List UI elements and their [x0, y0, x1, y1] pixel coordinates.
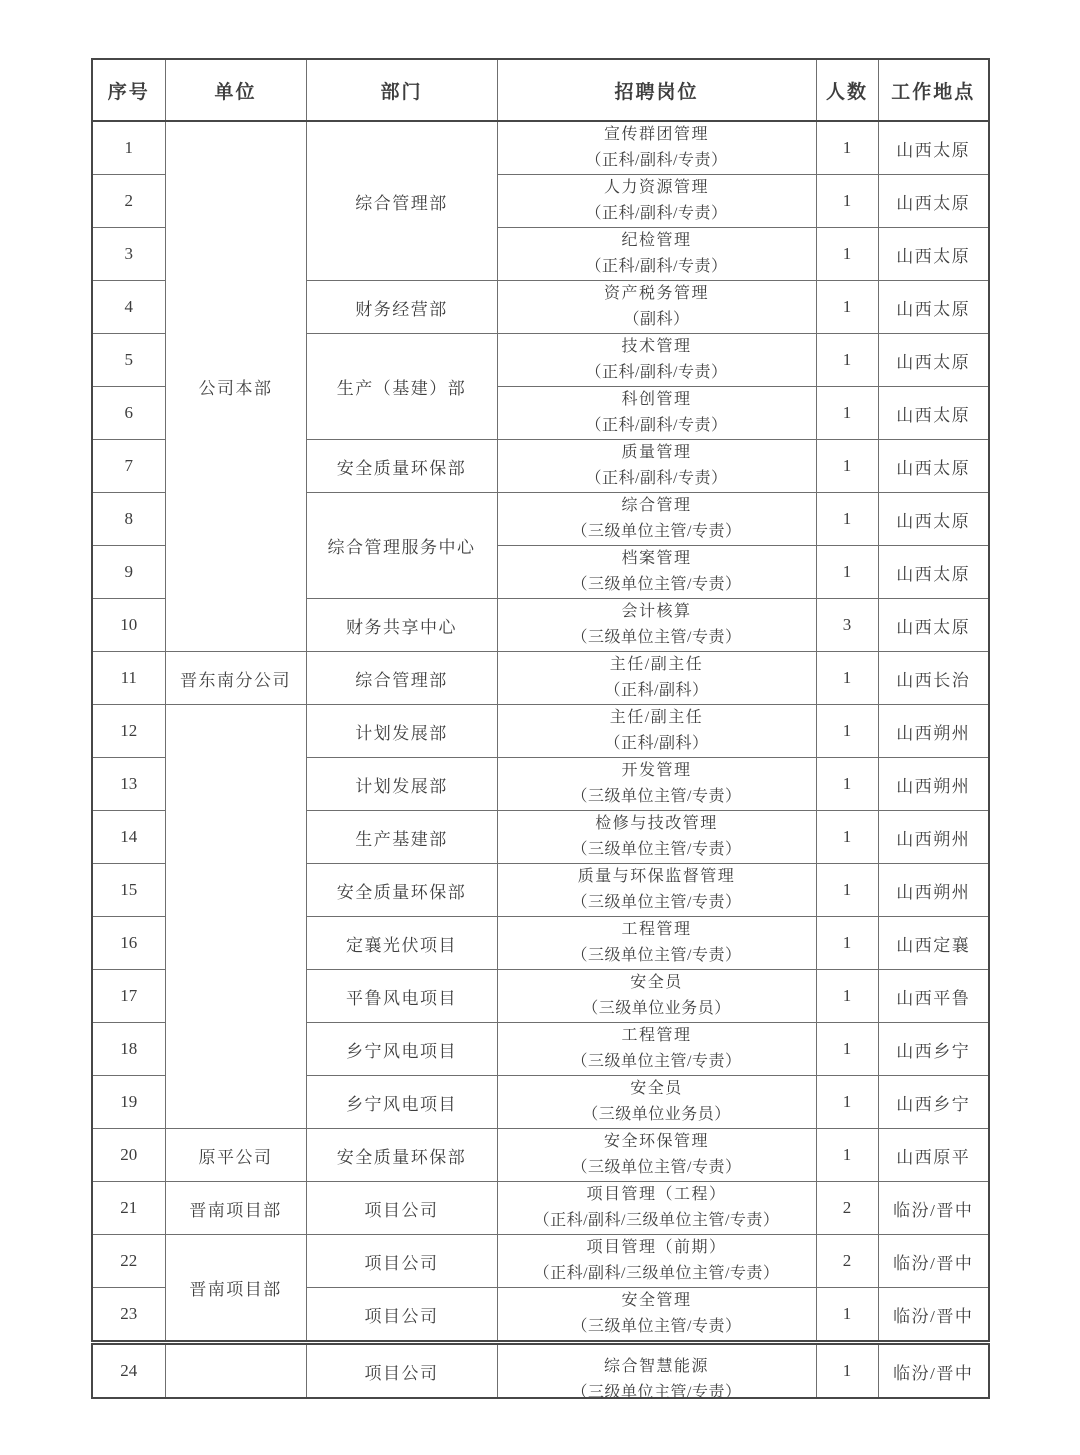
position-grade-note: （三级单位主管/专责） — [571, 629, 742, 646]
cell-department: 乡宁风电项目 — [306, 1023, 497, 1076]
cell-headcount: 1 — [816, 1076, 878, 1129]
position-text — [498, 652, 816, 704]
position-grade-note: （正科/副科/专责） — [585, 205, 728, 222]
cell-headcount: 1 — [816, 1344, 878, 1398]
table-row — [92, 1129, 989, 1182]
cell-headcount: 1 — [816, 334, 878, 387]
position-grade-note: （三级单位主管/专责） — [571, 523, 742, 540]
position-title: 纪检管理 — [621, 232, 692, 249]
position-title: 宣传群团管理 — [603, 126, 709, 143]
cell-serial-number: 6 — [92, 387, 165, 440]
cell-position — [497, 599, 816, 652]
cell-unit: 晋南项目部 — [165, 1235, 306, 1342]
position-text — [498, 281, 816, 333]
cell-headcount: 1 — [816, 387, 878, 440]
position-grade-note: （三级单位主管/专责） — [571, 1159, 742, 1176]
cell-position — [497, 1235, 816, 1288]
position-grade-note: （副科） — [623, 311, 690, 328]
recruitment-table-continued — [91, 1343, 990, 1399]
cell-work-location: 山西太原 — [878, 228, 989, 281]
position-text — [498, 599, 816, 651]
position-text — [498, 811, 816, 863]
cell-serial-number: 17 — [92, 970, 165, 1023]
cell-headcount: 2 — [816, 1235, 878, 1288]
cell-serial-number: 10 — [92, 599, 165, 652]
header-unit: 单位 — [165, 59, 306, 121]
cell-department: 安全质量环保部 — [306, 440, 497, 493]
cell-headcount: 1 — [816, 917, 878, 970]
cell-serial-number: 16 — [92, 917, 165, 970]
position-grade-note: （三级单位主管/专责） — [571, 1318, 742, 1335]
position-title: 综合智慧能源 — [603, 1358, 709, 1375]
cell-position — [497, 1182, 816, 1235]
cell-department: 乡宁风电项目 — [306, 1076, 497, 1129]
cell-serial-number: 5 — [92, 334, 165, 387]
cell-position — [497, 228, 816, 281]
position-text — [498, 917, 816, 969]
position-grade-note: （三级单位主管/专责） — [571, 947, 742, 964]
cell-work-location: 山西原平 — [878, 1129, 989, 1182]
position-grade-note: （三级单位业务员） — [582, 1106, 731, 1123]
cell-work-location: 山西太原 — [878, 440, 989, 493]
cell-work-location: 临汾/晋中 — [878, 1344, 989, 1398]
cell-work-location: 山西太原 — [878, 546, 989, 599]
cell-work-location: 临汾/晋中 — [878, 1288, 989, 1342]
cell-department: 综合管理服务中心 — [306, 493, 497, 599]
cell-department: 综合管理部 — [306, 652, 497, 705]
position-title: 安全员 — [630, 1080, 683, 1097]
cell-position — [497, 1023, 816, 1076]
position-text — [498, 1182, 816, 1234]
cell-work-location: 山西太原 — [878, 334, 989, 387]
cell-position — [497, 440, 816, 493]
position-grade-note: （三级单位主管/专责） — [571, 894, 742, 911]
cell-headcount: 1 — [816, 811, 878, 864]
cell-headcount: 1 — [816, 1129, 878, 1182]
cell-position — [497, 1076, 816, 1129]
header-department: 部门 — [306, 59, 497, 121]
cell-work-location: 山西朔州 — [878, 758, 989, 811]
cell-work-location: 山西太原 — [878, 493, 989, 546]
cell-serial-number: 20 — [92, 1129, 165, 1182]
position-title: 技术管理 — [621, 338, 692, 355]
cell-position — [497, 970, 816, 1023]
cell-work-location: 山西朔州 — [878, 864, 989, 917]
cell-department: 财务共享中心 — [306, 599, 497, 652]
cell-unit — [165, 705, 306, 1129]
position-text — [498, 1023, 816, 1075]
cell-headcount: 1 — [816, 970, 878, 1023]
table-row — [92, 121, 989, 175]
position-title: 项目管理（工程） — [586, 1186, 727, 1203]
cell-department: 定襄光伏项目 — [306, 917, 497, 970]
cell-department: 财务经营部 — [306, 281, 497, 334]
cell-headcount: 1 — [816, 175, 878, 228]
cell-serial-number: 21 — [92, 1182, 165, 1235]
position-text — [498, 970, 816, 1022]
cell-unit: 晋东南分公司 — [165, 652, 306, 705]
position-grade-note: （正科/副科） — [604, 682, 709, 699]
cell-position — [497, 811, 816, 864]
cell-position — [497, 652, 816, 705]
position-text — [498, 334, 816, 386]
table-row — [92, 1182, 989, 1235]
header-headcount: 人数 — [816, 59, 878, 121]
position-grade-note: （正科/副科/专责） — [585, 258, 728, 275]
cell-department: 安全质量环保部 — [306, 864, 497, 917]
position-text — [498, 228, 816, 280]
cell-department: 项目公司 — [306, 1235, 497, 1288]
cell-department: 计划发展部 — [306, 705, 497, 758]
position-grade-note: （正科/副科/专责） — [585, 417, 728, 434]
cell-serial-number: 24 — [92, 1344, 165, 1398]
cell-headcount: 1 — [816, 1288, 878, 1342]
position-text — [498, 1288, 816, 1340]
position-title: 人力资源管理 — [603, 179, 709, 196]
position-title: 项目管理（前期） — [586, 1239, 727, 1256]
cell-department: 生产（基建）部 — [306, 334, 497, 440]
cell-position — [497, 864, 816, 917]
position-title: 工程管理 — [621, 921, 692, 938]
cell-serial-number: 18 — [92, 1023, 165, 1076]
position-grade-note: （三级单位主管/专责） — [571, 1384, 742, 1401]
cell-department: 安全质量环保部 — [306, 1129, 497, 1182]
position-title: 质量管理 — [621, 444, 692, 461]
cell-work-location: 山西长治 — [878, 652, 989, 705]
cell-headcount: 1 — [816, 440, 878, 493]
cell-position — [497, 1344, 816, 1401]
cell-work-location: 山西太原 — [878, 387, 989, 440]
position-text — [498, 705, 816, 757]
cell-work-location: 山西定襄 — [878, 917, 989, 970]
cell-serial-number: 7 — [92, 440, 165, 493]
position-text — [498, 758, 816, 810]
cell-unit: 原平公司 — [165, 1129, 306, 1182]
cell-work-location: 山西朔州 — [878, 811, 989, 864]
position-title: 档案管理 — [621, 550, 692, 567]
cell-department: 平鲁风电项目 — [306, 970, 497, 1023]
cell-department: 项目公司 — [306, 1288, 497, 1342]
position-grade-note: （三级单位主管/专责） — [571, 788, 742, 805]
cell-work-location: 山西太原 — [878, 121, 989, 175]
position-grade-note: （正科/副科/专责） — [585, 470, 728, 487]
cell-headcount: 3 — [816, 599, 878, 652]
cell-department: 计划发展部 — [306, 758, 497, 811]
table-row — [92, 652, 989, 705]
cell-department: 生产基建部 — [306, 811, 497, 864]
cell-position — [497, 758, 816, 811]
position-text — [498, 1235, 816, 1287]
position-title: 开发管理 — [621, 762, 692, 779]
position-title: 检修与技改管理 — [595, 815, 718, 832]
position-grade-note: （正科/副科/专责） — [585, 364, 728, 381]
cell-work-location: 山西太原 — [878, 281, 989, 334]
cell-position — [497, 1288, 816, 1342]
position-title: 主任/副主任 — [609, 709, 704, 726]
position-grade-note: （三级单位业务员） — [582, 1000, 731, 1017]
cell-work-location: 山西平鲁 — [878, 970, 989, 1023]
position-title: 资产税务管理 — [603, 285, 709, 302]
position-text — [498, 387, 816, 439]
cell-headcount: 1 — [816, 1023, 878, 1076]
cell-serial-number: 2 — [92, 175, 165, 228]
cell-position — [497, 546, 816, 599]
cell-work-location: 临汾/晋中 — [878, 1235, 989, 1288]
cell-work-location: 山西乡宁 — [878, 1076, 989, 1129]
cell-unit: 晋南项目部 — [165, 1182, 306, 1235]
cell-position — [497, 121, 816, 175]
cell-position — [497, 705, 816, 758]
position-text — [498, 546, 816, 598]
cell-position — [497, 917, 816, 970]
cell-serial-number: 22 — [92, 1235, 165, 1288]
cell-serial-number: 11 — [92, 652, 165, 705]
position-grade-note: （三级单位主管/专责） — [571, 1053, 742, 1070]
cell-headcount: 2 — [816, 1182, 878, 1235]
position-title: 安全员 — [630, 974, 683, 991]
position-title: 工程管理 — [621, 1027, 692, 1044]
position-text — [498, 440, 816, 492]
cell-serial-number: 13 — [92, 758, 165, 811]
cell-serial-number: 8 — [92, 493, 165, 546]
position-title: 安全环保管理 — [603, 1133, 709, 1150]
cell-serial-number: 15 — [92, 864, 165, 917]
cell-headcount: 1 — [816, 864, 878, 917]
cell-headcount: 1 — [816, 281, 878, 334]
cell-unit — [165, 1344, 306, 1398]
position-text — [498, 864, 816, 916]
header-serial-number: 序号 — [92, 59, 165, 121]
cell-work-location: 临汾/晋中 — [878, 1182, 989, 1235]
cell-work-location: 山西太原 — [878, 599, 989, 652]
table-row — [92, 1235, 989, 1288]
position-title: 科创管理 — [621, 391, 692, 408]
cell-department: 项目公司 — [306, 1182, 497, 1235]
position-grade-note: （正科/副科/三级单位主管/专责） — [533, 1212, 780, 1229]
header-work-location: 工作地点 — [878, 59, 989, 121]
position-text — [498, 1354, 816, 1406]
cell-serial-number: 1 — [92, 121, 165, 175]
cell-work-location: 山西朔州 — [878, 705, 989, 758]
position-text — [498, 493, 816, 545]
recruitment-table — [91, 58, 990, 1342]
cell-serial-number: 19 — [92, 1076, 165, 1129]
table-row — [92, 705, 989, 758]
header-row — [92, 59, 989, 121]
cell-position — [497, 493, 816, 546]
cell-serial-number: 12 — [92, 705, 165, 758]
cell-headcount: 1 — [816, 121, 878, 175]
position-title: 会计核算 — [621, 603, 692, 620]
cell-headcount: 1 — [816, 705, 878, 758]
cell-department: 项目公司 — [306, 1344, 497, 1398]
cell-unit: 公司本部 — [165, 121, 306, 652]
position-text — [498, 1129, 816, 1181]
cell-headcount: 1 — [816, 228, 878, 281]
cell-position — [497, 387, 816, 440]
cell-headcount: 1 — [816, 758, 878, 811]
position-title: 综合管理 — [621, 497, 692, 514]
position-grade-note: （正科/副科/三级单位主管/专责） — [533, 1265, 780, 1282]
cell-headcount: 1 — [816, 493, 878, 546]
position-grade-note: （三级单位主管/专责） — [571, 841, 742, 858]
position-title: 安全管理 — [621, 1292, 692, 1309]
cell-headcount: 1 — [816, 652, 878, 705]
cell-position — [497, 281, 816, 334]
cell-serial-number: 3 — [92, 228, 165, 281]
table-row — [92, 1344, 989, 1398]
cell-position — [497, 334, 816, 387]
cell-serial-number: 14 — [92, 811, 165, 864]
cell-headcount: 1 — [816, 546, 878, 599]
cell-position — [497, 1129, 816, 1182]
cell-work-location: 山西乡宁 — [878, 1023, 989, 1076]
position-grade-note: （正科/副科） — [604, 735, 709, 752]
cell-serial-number: 4 — [92, 281, 165, 334]
position-grade-note: （三级单位主管/专责） — [571, 576, 742, 593]
position-title: 主任/副主任 — [609, 656, 704, 673]
cell-work-location: 山西太原 — [878, 175, 989, 228]
position-text — [498, 175, 816, 227]
position-title: 质量与环保监督管理 — [577, 868, 736, 885]
cell-position — [497, 175, 816, 228]
position-text — [498, 1076, 816, 1128]
position-text — [498, 122, 816, 174]
cell-department: 综合管理部 — [306, 121, 497, 281]
header-position: 招聘岗位 — [497, 59, 816, 121]
position-grade-note: （正科/副科/专责） — [585, 152, 728, 169]
cell-serial-number: 23 — [92, 1288, 165, 1342]
cell-serial-number: 9 — [92, 546, 165, 599]
